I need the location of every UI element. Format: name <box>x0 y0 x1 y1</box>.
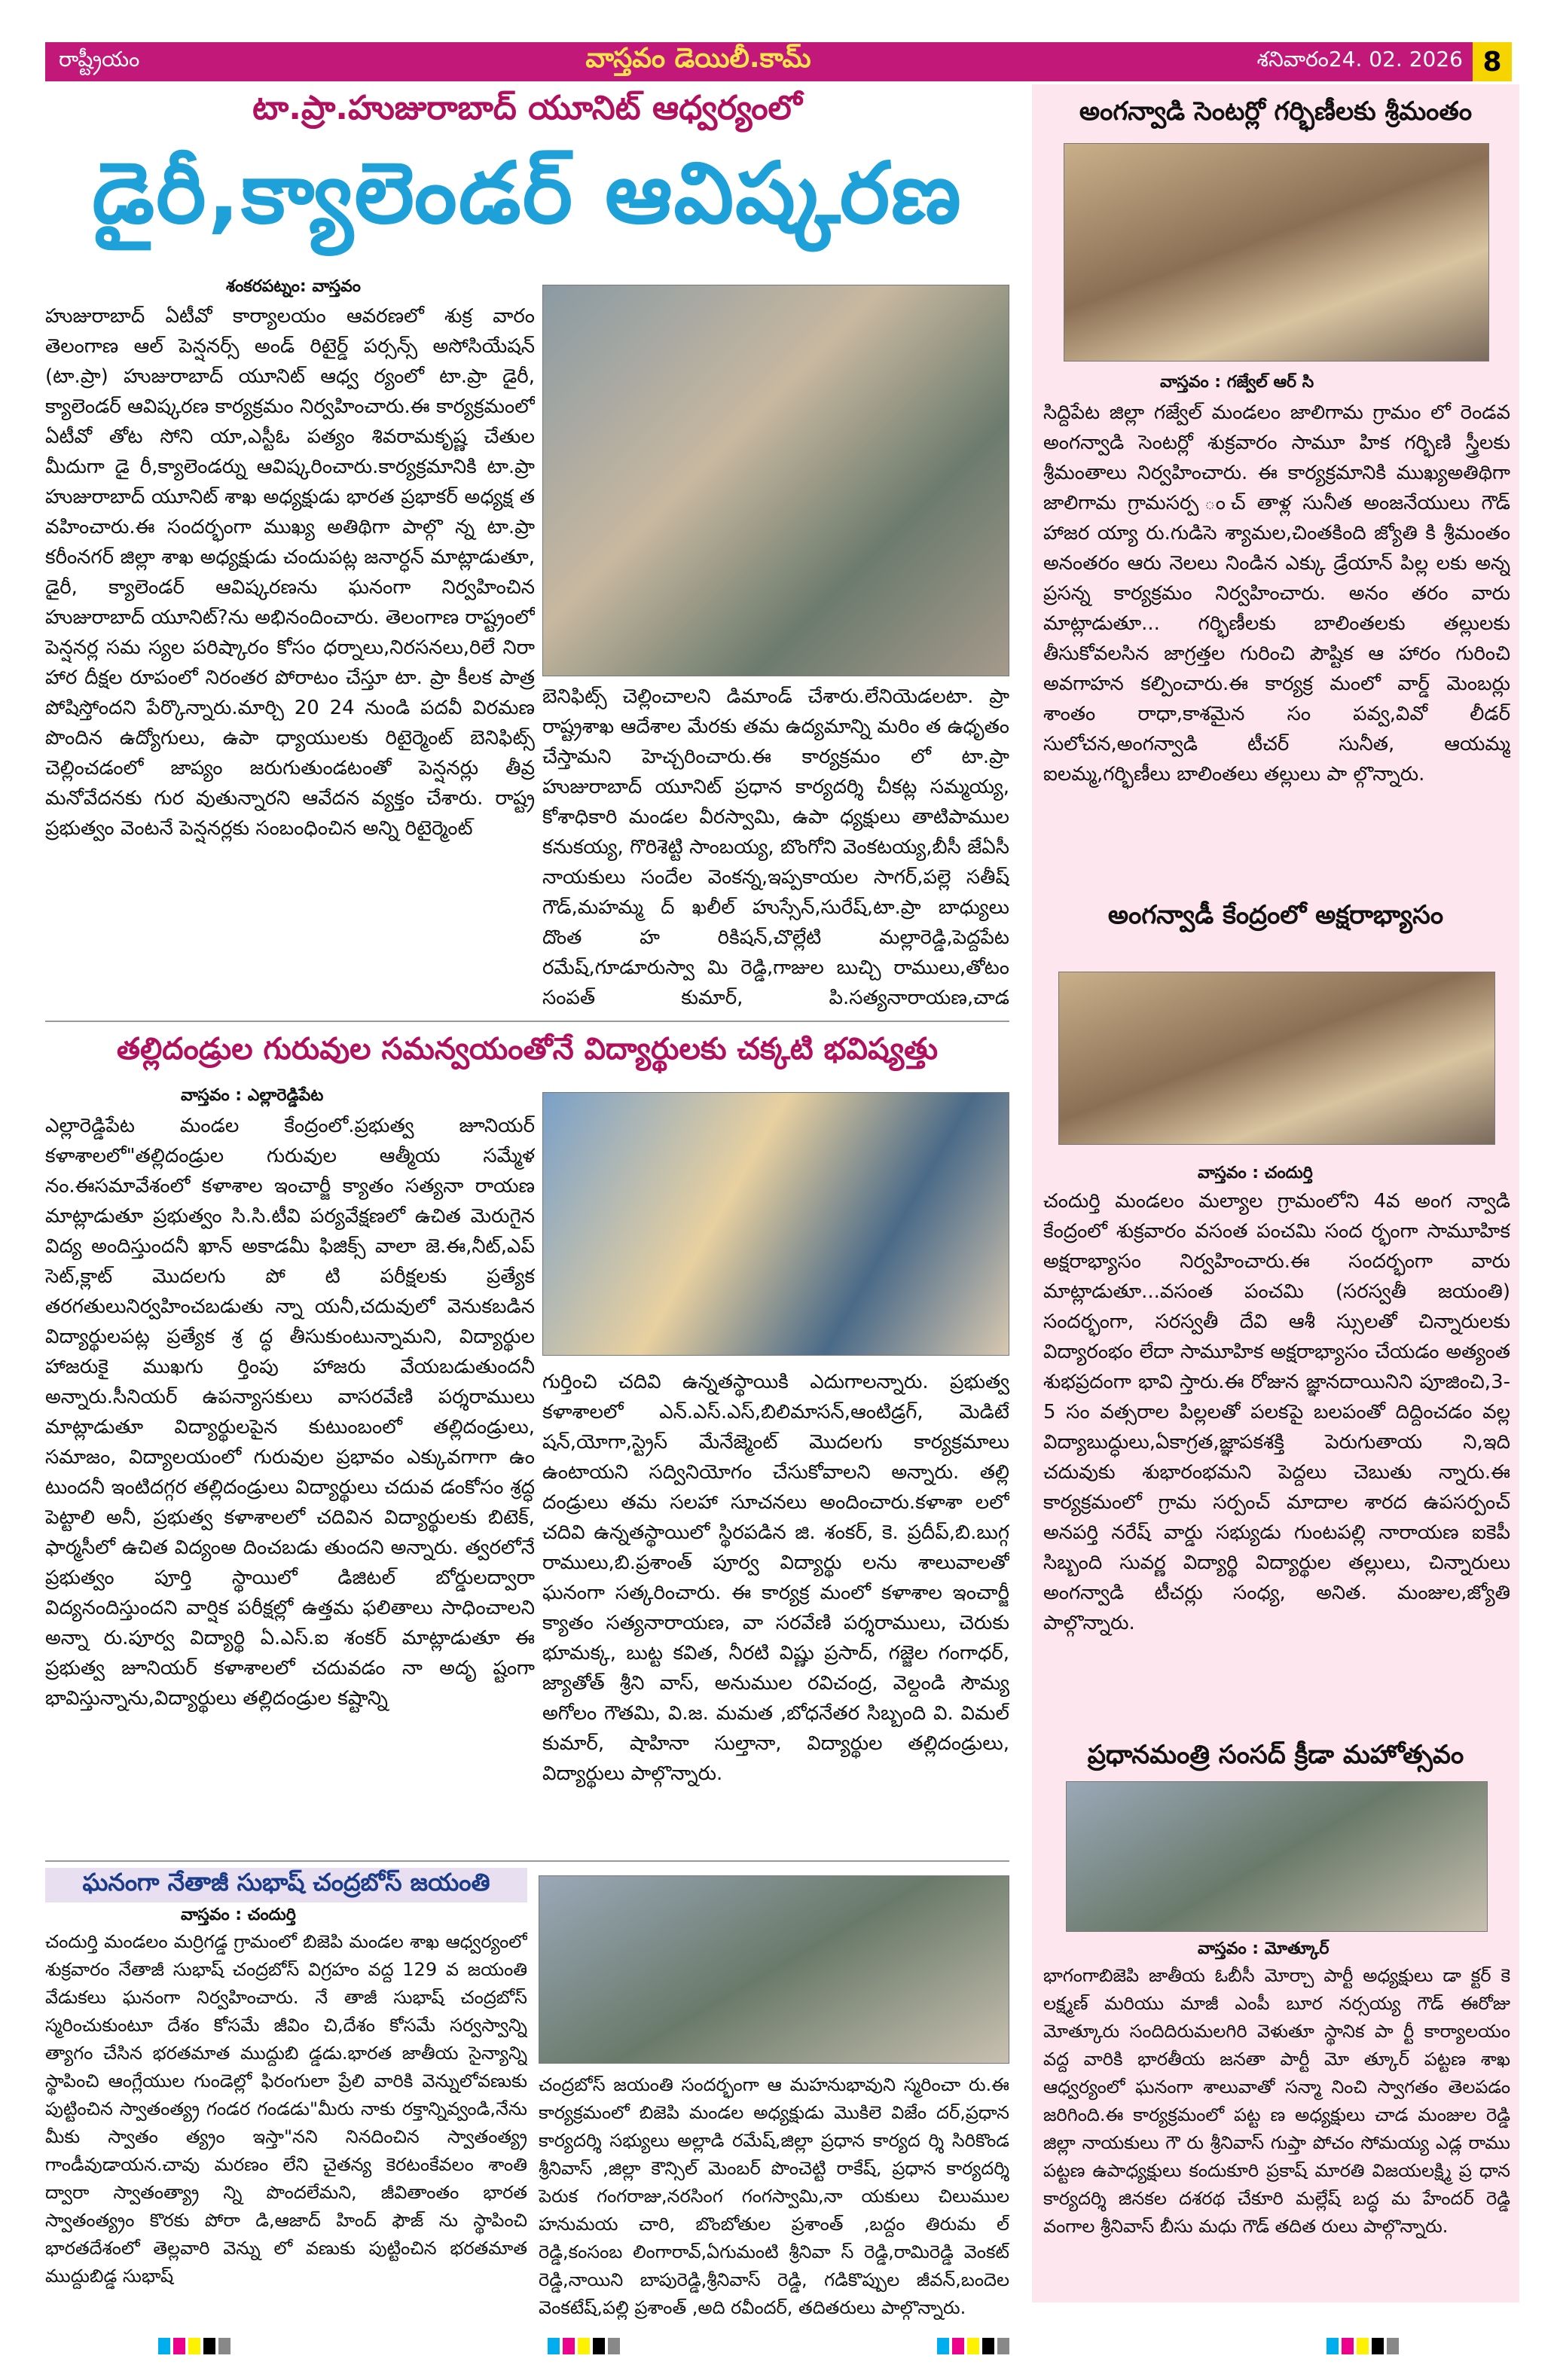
sidebar-s2-headline: అంగన్వాడీ కేంద్రంలో అక్షరాభ్యాసం <box>1107 900 1444 930</box>
divider <box>45 1860 1009 1862</box>
issue-date: శనివారం24. 02. 2026 <box>1256 47 1463 72</box>
divider <box>45 1021 1009 1022</box>
sidebar-s1-headline: అంగన్వాడి సెంటర్లో గర్భిణీలకు శ్రీమంతం <box>1079 96 1473 127</box>
sidebar-s3-photo <box>1066 1781 1488 1932</box>
story3-header <box>45 1868 527 1902</box>
color-swatches <box>937 2338 1009 2354</box>
lead-col2: బెనిఫిట్స్ చెల్లించాలని డిమాండ్ చేశారు.లేనియెడలటా. ప్రా రాష్ట్రశాఖ ఆదేశాల మేరకు తమ ఉద్యమాన్ని మరిం త ఉధృతం చేస్తామని హెచ్చరించారు.ఈ కార్యక్రమం లో టా.ప్రా హుజురాబాద్ యూనిట్ ప్రధాన కార్యదర్శి చీకట్ల సమ్మయ్య, కోశాధికారి మండల వీరస్వామి, ఉపా ధ్యక్షులు తాటిపాముల కనుకయ్య, గొరిశెట్టి సాంబయ్య, బొంగోని వెంకటయ్య,బీసీ జేఏసీ నాయకులు సందేల వెంకన్న,ఇప్పకాయల సాగర్,పల్లె సతీష్ గౌడ్,మహమ్మ ద్ ఖలీల్ హుస్సేన్,సురేష్,టా.ప్రా బాధ్యులు దొంత హ రికిషన్,చొల్లేటి మల్లారెడ్డి,పెద్దపేట రమేష్,గూడూరుస్వా మి రెడ్డి,గాజుల బుచ్చి రాములు,తోటం సంపత్ కుమార్, పి.సత్యనారాయణ,చాడ <box>542 685 1009 1009</box>
sidebar-s1-photo <box>1064 143 1489 362</box>
lead-photo <box>542 285 1009 676</box>
sidebar-s2-text: చందుర్తి మండలం మల్యాల గ్రామంలోని 4వ అంగ న్వాడి కేంద్రంలో శుక్రవారం వసంత పంచమి సంద ర్భంగా సామూహిక అక్షరాభ్యాసం నిర్వహించారు.ఈ సందర్భంగా వారు మాట్లాడుతూ...వసంత పంచమి (సరస్వతీ జయంతి) సందర్భంగా, సరస్వతీ దేవి ఆశీ స్సులతో చిన్నారులకు విద్యారంభం లేదా సామూహిక అక్షరాభ్యాసం చేయడం అత్యంత శుభప్రదంగా భావి స్తారు.ఈ రోజున జ్ఞానదాయినిని పూజించి,3-5 సం వత్సరాల పిల్లలతో పలకపై బలపంతో దిద్దించడం వల్ల విద్యాబుద్ధులు,ఏకాగ్రత,జ్ఞాపకశక్తి పెరుగుతాయ ని,ఇది చదువుకు శుభారంభమని పెద్దలు చెబుతు న్నారు.ఈ కార్యక్రమంలో గ్రామ సర్పంచ్ మాదాల శారద ఉపసర్పంచ్ అనపర్తి నరేష్ వార్డు సభ్యుడు గుంటపల్లి నారాయణ ఐకెపీ సిబ్బంది సువర్ణ విద్యార్థి విద్యార్థుల తల్లులు, చిన్నారులు అంగన్వాడి టీచర్లు సంధ్య, అనిత. మంజుల,జ్యోతి పాల్గొన్నారు. <box>1043 1190 1510 1634</box>
lead-dateline: శంకరపట్నం: వాస్తవం <box>226 277 361 296</box>
top-bar <box>45 42 1476 81</box>
story2-col1: ఎల్లారెడ్డిపేట మండల కేంద్రంలో.ప్రభుత్వ జూనియర్ కళాశాలలో"తల్లిదండ్రుల గురువుల ఆత్మీయ సమ్మేళ నం.ఈసమావేశంలో కళాశాల ఇంచార్జీ క్యాతం సత్యనా రాయణ మాట్లాడుతూ ప్రభుత్వం సి.సి.టీవి పర్యవేక్షణలో ఉచిత మెరుగైన విద్య అందిస్తుందనీ ఖాన్ అకాడమీ ఫిజిక్స్ వాలా జె.ఈ,నీట్,ఎప్ సెట్,క్లాట్ మొదలగు పో టి పరీక్షలకు ప్రత్యేక తరగతులునిర్వహించబడుతు న్నా యనీ,చదువులో వెనుకబడిన విద్యార్థులపట్ల ప్రత్యేక శ్ర ద్ధ తీసుకుంటున్నామని, విద్యార్థుల హాజరుకై ముఖగు ర్తింపు హాజరు వేయబడుతుందనీ అన్నారు.సీనియర్ ఉపన్యాసకులు వాసరవేణి పర్శరాములు మాట్లాడుతూ విద్యార్థులపైన కుటుంబంలో తల్లిదండ్రులు, సమాజం, విద్యాలయంలో గురువుల ప్రభావం ఎక్కువగాగా ఉం టుందనీ ఇంటిదగ్గర తల్లిదండ్రులు విద్యార్థులు చదువ డంకోసం శ్రద్ధ పెట్టాలి అనీ, ప్రభుత్వ కళాశాలలో చదివిన విద్యార్థులకు బిటెక్, ఫార్మసీలో ఉచిత విద్యంఅ దించబడు తుందని అన్నారు. త్వరలోనే ప్రభుత్వం పూర్తి స్థాయిలో డిజిటల్ బోర్డులద్వారా విద్యనందిస్తుందని వార్షిక పరీక్షల్లో ఉత్తమ ఫలితాలు సాధించాలని అన్నా రు.పూర్వ విద్యార్థి ఏ.ఎస్.ఐ శంకర్ మాట్లాడుతూ ఈ ప్రభుత్వ జూనియర్ కళాశాలలో చదువడం నా అదృ ష్టంగా భావిస్తున్నాను,విద్యార్థులు తల్లిదండ్రుల కష్టాన్ని <box>45 1115 535 1710</box>
sidebar-s3-text: భాగంగాబిజెపి జాతీయ ఓబీసీ మోర్చా పార్టీ అధ్యక్షులు డా క్టర్ కె లక్ష్మణ్ మరియు మాజీ ఎంపీ బూర నర్సయ్య గౌడ్ ఈరోజు మోత్కూరు సందిదిరుమలగిరి వెళుతూ స్థానిక పా ర్టీ కార్యాలయం వద్ద వారికి భారతీయ జనతా పార్టీ మో త్కూర్ పట్టణ శాఖ ఆధ్వర్యంలో ఘనంగా శాలువాతో సన్మా నించి స్వాగతం తెలపడం జరిగింది.ఈ కార్యక్రమంలో పట్ట ణ అధ్యక్షులు చాడ మంజుల రెడ్డి జిల్లా నాయకులు గౌ రు శ్రీనివాస్ గుప్తా పోచం సోమయ్య ఎడ్ల రాము పట్టణ ఉపాధ్యక్షులు కందుకూరి ప్రకాష్ మారతి విజయలక్ష్మి ప్ర ధాన కార్యదర్శి జినకల దశరథ చేకూరి మల్లేష్ బద్ధ మ హేందర్ రెడ్డి వంగాల శ్రీనివాస్ బీసు మధు గౌడ్ తదిత రులు పాల్గొన్నారు. <box>1043 1965 1510 2237</box>
story3-col2: చంద్రబోస్ జయంతి సందర్భంగా ఆ మహనుభావుని స్మరించా రు.ఈ కార్యక్రమంలో బిజెపి మండల అధ్యక్షుడు మొకిలె విజేం దర్,ప్రధాన కార్యదర్శి సభ్యులు అల్లాడి రమేష్,జిల్లా ప్రధాన కార్యద ర్శి సిరికొండ శ్రీనివాస్ ,జిల్లా కౌన్సిల్ మెంబర్ పొంచెట్టి రాకేష్, ప్రధాన కార్యదర్శి పెరుక గంగరాజు,నరసింగ గంగస్వామి,నా యకులు చిలుముల హనుమయ చారి, బొంబోతుల ప్రశాంత్ ,బద్దం తిరుమ ల్ రెడ్డి,కంసంబ లింగారావ్,ఏగుమంటి శ్రీనివా స్ రెడ్డి,రామిరెడ్డి వెంకట్ రెడ్డి,నాయిని బాపురెడ్డి,శ్రీనివాస్ రెడ్డి, గడికొప్పుల జీవన్,బందెల వెంకటేష్,పల్లి ప్రశాంత్ ,అది రవీందర్, తదితరులు పాల్గొన్నారు. <box>539 2074 1009 2318</box>
section-label: రాష్ట్రీయం <box>59 47 140 72</box>
sidebar-s3-dateline: వాస్తవం : మోత్కూర్ <box>1198 1939 1330 1958</box>
sidebar-s1-dateline: వాస్తవం : గజ్వేల్ ఆర్ సి <box>1160 373 1314 392</box>
sidebar-s1-text: సిద్దిపేట జిల్లా గజ్వేల్ మండలం జాలిగామ గ్రామం లో రెండవ అంగన్వాడి సెంటర్లో శుక్రవారం సామూ హిక గర్భిణి స్త్రీలకు శ్రీమంతాలు నిర్వహించారు. ఈ కార్యక్రమానికి ముఖ్యఅతిథిగా జాలిగామ గ్రామసర్ప ంచ్ తాళ్ల సునీత అంజనేయులు గౌడ్ హాజర య్యా రు.గుడిసె శ్యామల,చింతకింది జ్యోతి కి శ్రీమంతం అనంతరం ఆరు నెలలు నిండిన ఎక్కు డ్రేయాన్ పిల్ల లకు అన్న ప్రసన్న కార్యక్రమం నిర్వహించారు. అనం తరం వారు మాట్లాడుతూ... గర్భిణీలకు బాలింతలకు తల్లులకు తీసుకోవలసిన జాగ్రత్తల గురించి పౌష్టిక ఆ హారం గురించి అవగాహన కల్పించారు.ఈ కార్యక్ర మంలో వార్డ్ మెంబర్లు శాంతం రాధా,కాశమైన సం పవ్వ,వివో లీడర్ సులోచన,అంగన్వాడి టీచర్ సునీత, ఆయమ్మ ఐలమ్మ,గర్భిణీలు బాలింతలు తల్లులు పా ల్గొన్నారు. <box>1043 401 1510 786</box>
color-swatches <box>1327 2338 1399 2354</box>
color-swatches <box>158 2338 230 2354</box>
story3-headline: ఘనంగా నేతాజీ సుభాష్ చంద్రబోస్ జయంతి <box>82 1868 490 1896</box>
story2-photo <box>542 1092 1009 1356</box>
story2-col2: గుర్తించి చదివి ఉన్నతస్థాయికి ఎదుగాలన్నారు. ప్రభుత్వ కళాశాలలో ఎన్.ఎస్.ఎస్,బిలిమాసన్,ఆంటిడ్రగ్, మెడిటే షన్,యోగా,స్ట్రెస్ మేనేజ్మెంట్ మొదలగు కార్యక్రమాలు ఉంటాయని సద్వినియోగం చేసుకోవాలని అన్నారు. తల్లి దండ్రులు తమ సలహా సూచనలు అందించారు.కళాశా లలో చదివి ఉన్నతస్థాయిలో స్థిరపడిన జి. శంకర్, కె. ప్రదీప్,బి.బుగ్గ రాములు,బి.ప్రశాంత్ పూర్వ విద్యార్థు లను శాలువాలతో ఘనంగా సత్కరించారు. ఈ కార్యక్ర మంలో కళాశాల ఇంచార్జీ క్యాతం సత్యనారాయణ, వా సరవేణి పర్శరాములు, చెరుకు భూమక్క, బుట్ట కవిత, నీరటి విష్ణు ప్రసాద్, గజ్జెల గంగాధర్, జ్యాతోత్ శ్రీని వాస్, అనుముల రవిచంద్ర, వెల్దండి సౌమ్య అగోలం గౌతమి, వి.జ. మమత ,బోధనేతర సిబ్బంది వి. విమల్ కుమార్, షాహినా సుల్తానా, విద్యార్థుల తల్లిదండ్రులు, విద్యార్థులు పాల్గొన్నారు. <box>542 1371 1009 1785</box>
sidebar-s2-photo <box>1058 972 1495 1145</box>
story2-headline: తల్లిదండ్రుల గురువుల సమన్వయంతోనే విద్యార్థులకు చక్కటి భవిష్యత్తు <box>116 1032 939 1066</box>
color-swatches <box>548 2338 620 2354</box>
lead-col1: హుజురాబాద్ ఏటీవో కార్యాలయం ఆవరణలో శుక్ర వారం తెలంగాణ ఆల్ పెన్షనర్స్ అండ్ రిటైర్డ్ పర్సన్స్ అసోసియేషన్ (టా.ప్రా) హుజురాబాద్ యూనిట్ ఆధ్వ ర్యంలో టా.ప్రా డైరీ, క్యాలెండర్ ఆవిష్కరణ కార్యక్రమం నిర్వహించారు.ఈ కార్యక్రమంలో ఏటీవో తోట సోని యా,ఎస్టీఓ పత్యం శివరామకృష్ణ చేతుల మీదుగా డై రీ,క్యాలెండర్ను ఆవిష్కరించారు.కార్యక్రమానికి టా.ప్రా హుజురాబాద్ యూనిట్ శాఖ అధ్యక్షుడు భారత ప్రభాకర్ అధ్యక్ష త వహించారు.ఈ సందర్భంగా ముఖ్య అతిథిగా పాల్గొ న్న టా.ప్రా కరీంనగర్ జిల్లా శాఖ అధ్యక్షుడు చందుపట్ల జనార్ధన్ మాట్లాడుతూ, డైరీ, క్యాలెండర్ ఆవిష్కరణను ఘనంగా నిర్వహించిన హుజురాబాద్ యూనిట్?ను అభినందించారు. తెలంగాణ రాష్ట్రంలో పెన్షనర్ల సమ స్యల పరిష్కారం కోసం ధర్నాలు,నిరసనలు,రిలే నిరా హార దీక్షల రూపంలో నిరంతర పోరాటం చేస్తూ టా. ప్రా కీలక పాత్ర పోషిస్తోందని పేర్కొన్నారు.మార్చి 20 24 నుండి పదవీ విరమణ పొందిన ఉద్యోగులు, ఉపా ధ్యాయులకు రిటైర్మెంట్ బెనిఫిట్స్ చెల్లించడంలో జాప్యం జరుగుతుండటంతో పెన్షనర్లు తీవ్ర మనోవేదనకు గుర వుతున్నారని ఆవేదన వ్యక్తం చేశారు. రాష్ట్ర ప్రభుత్వం వెంటనే పెన్షనర్లకు సంబంధించిన అన్ని రిటైర్మెంట్ <box>45 305 535 840</box>
sidebar-s3-headline: ప్రధానమంత్రి సంసద్ క్రీడా మహోత్సవం <box>1087 1740 1464 1770</box>
lead-headline: డైరీ,క్యాలెండర్ ఆవిష్కరణ <box>92 145 963 243</box>
story2-dateline: వాస్తవం : ఎల్లారెడ్డిపేట <box>181 1086 324 1105</box>
sidebar-s2-dateline: వాస్తవం : చందుర్తి <box>1198 1164 1313 1182</box>
story3-photo <box>539 1875 1009 2064</box>
lead-kicker: టా.ప్రా.హుజురాబాద్ యూనిట్ ఆధ్వర్యంలో <box>252 89 802 127</box>
print-color-bar <box>0 2331 1557 2361</box>
page-number: 8 <box>1473 42 1512 81</box>
masthead: వాస్తవం డెయిలీ.కామ్ <box>585 43 811 74</box>
story3-col1: చందుర్తి మండలం మర్రిగడ్డ గ్రామంలో బిజెపి మండల శాఖ ఆధ్వర్యంలో శుక్రవారం నేతాజీ సుభాష్ చంద్రబోస్ విగ్రహం వద్ద 129 వ జయంతి వేడుకలు ఘనంగా నిర్వహించారు. నే తాజీ సుభాష్ చంద్రబోస్ స్మరించుకుంటూ దేశం కోసమే జీవిం చి,దేశం కోసమే సర్వస్వాన్ని త్యాగం చేసిన భరతమాత ముద్దుబి డ్డడు.భారత జాతీయ సైన్యాన్ని స్థాపించి ఆంగ్లేయుల గుండెల్లో ఫిరంగులా ప్రేలి వారికి వెన్నులోవణుకు పుట్టించిన స్వాతంత్య్ర గండర గండడు"మీరు నాకు రక్తాన్నివ్వండి,నేను మీకు స్వాతం త్య్రం ఇస్తా"నని నినదించిన స్వాతంత్య్ర గాండీవుడాయన.చావు మరణం లేని చైతన్య కెరటంకేవలం శాంతి ద్వారా స్వాతంత్య్రా న్ని పొందలేమని, జీవితాంతం భారత స్వాతంత్య్రం కొరకు పోరా డి,ఆజాద్ హింద్ ఫౌజ్ ను స్థాపించి భారతదేశంలో తెల్లవారి వెన్ను లో వణుకు పుట్టించిన భరతమాత ముద్దుబిడ్డ సుభాష్ <box>45 1931 527 2287</box>
story3-dateline: వాస్తవం : చందుర్తి <box>181 1906 296 1924</box>
